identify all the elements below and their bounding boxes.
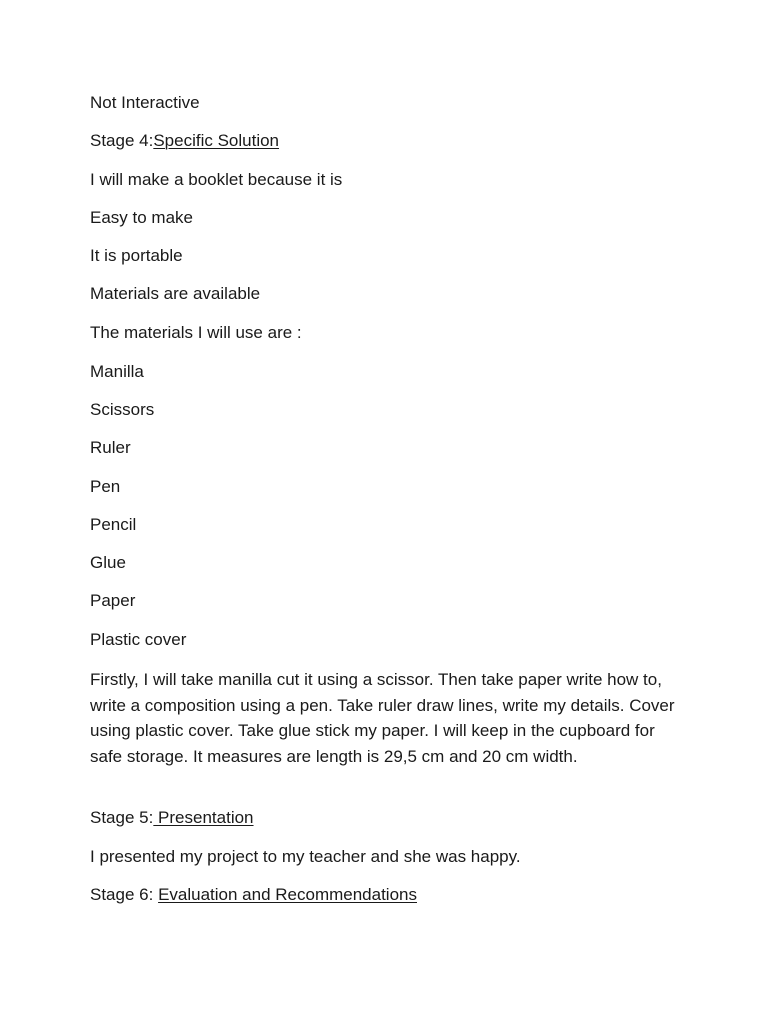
material-item: Plastic cover xyxy=(90,630,187,649)
stage-4-heading xyxy=(90,131,279,151)
material-item: Glue xyxy=(90,553,126,572)
stage-6-title: Evaluation and Recommendations xyxy=(158,885,417,904)
stage-5-prefix: Stage 5: xyxy=(90,808,154,827)
material-item: Pencil xyxy=(90,515,137,534)
material-item: Scissors xyxy=(90,400,155,419)
material-item: Paper xyxy=(90,591,136,610)
presentation-text: I presented my project to my teacher and she was happy. xyxy=(90,847,521,866)
procedure-paragraph: Firstly, I will take manilla cut it using a scissor. Then take paper write how to, write a composition using a pen. Take ruler draw lines, write my details. Cover using plastic cover. Take glue stick my paper. I will keep in the cupboard for safe storage. It measures are length is 29,5 cm and 20 cm width. xyxy=(90,670,675,766)
stage-5-heading xyxy=(90,808,254,828)
reason-item: Materials are available xyxy=(90,284,261,303)
stage-6-heading xyxy=(90,885,417,905)
material-item: Manilla xyxy=(90,362,144,381)
material-item: Ruler xyxy=(90,438,131,457)
stage-4-title: Specific Solution xyxy=(153,131,280,150)
stage-6-prefix: Stage 6: xyxy=(90,885,159,904)
material-item: Pen xyxy=(90,477,121,496)
materials-heading: The materials I will use are : xyxy=(90,323,302,342)
not-interactive-label: Not Interactive xyxy=(90,93,200,112)
intro-text: I will make a booklet because it is xyxy=(90,170,343,189)
stage-4-prefix: Stage 4: xyxy=(90,131,154,150)
reason-item: It is portable xyxy=(90,246,183,265)
reason-item: Easy to make xyxy=(90,208,193,227)
stage-5-title: Presentation xyxy=(153,808,254,827)
